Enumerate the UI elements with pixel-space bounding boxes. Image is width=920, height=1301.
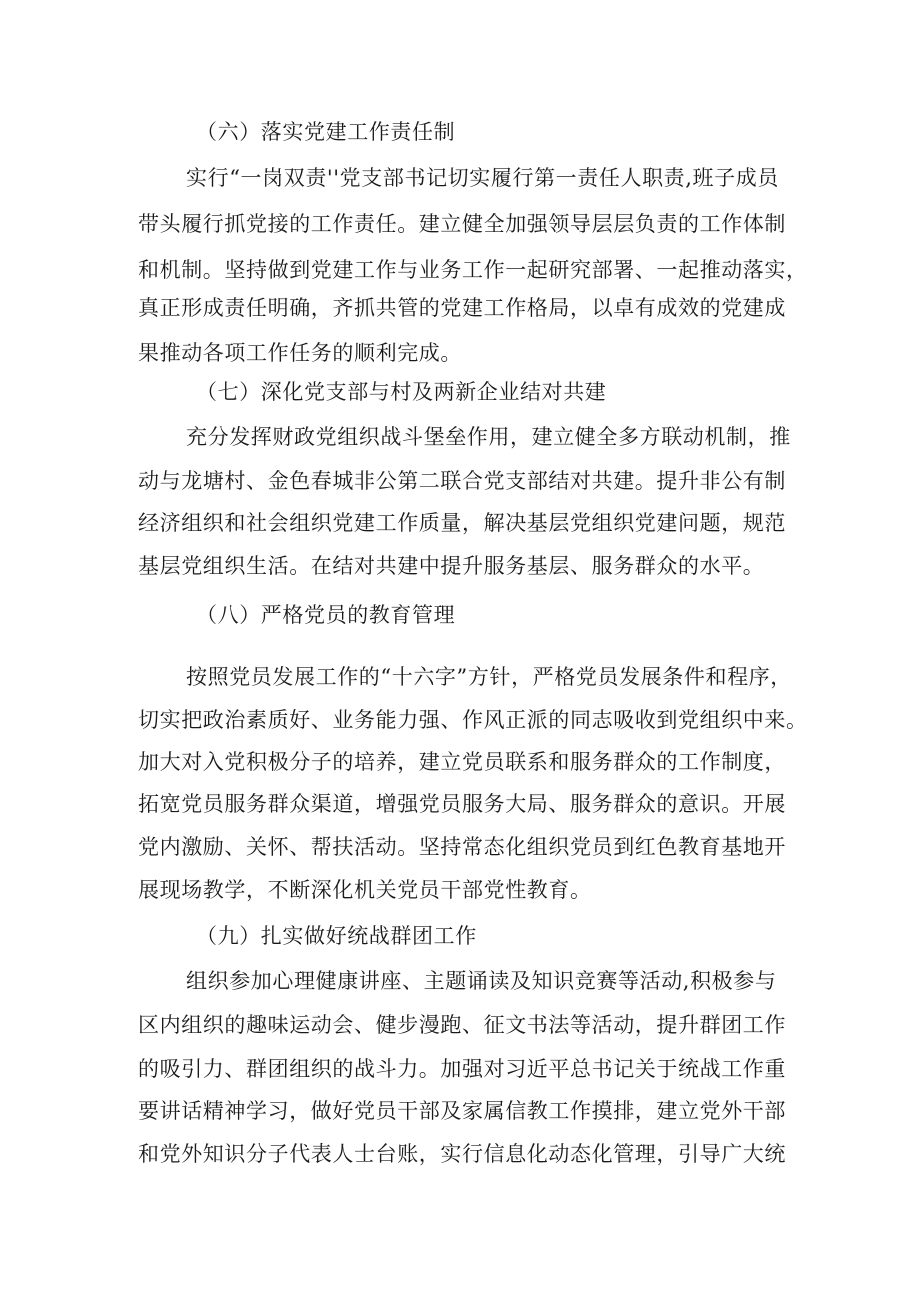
paragraph-line: 和机制。坚持做到党建工作与业务工作一起研究部署、一起推动落实， — [138, 258, 808, 282]
section-heading-8: （八）严格党员的教育管理 — [196, 603, 456, 627]
paragraph-line: 加大对入党积极分子的培养，建立党员联系和服务群众的工作制度， — [138, 750, 786, 774]
paragraph-line: 真正形成责任明确，齐抓共管的党建工作格局，以卓有成效的党建成 — [138, 296, 786, 320]
paragraph-line: 的吸引力、群团组织的战斗力。加强对习近平总书记关于统战工作重 — [138, 1057, 786, 1081]
section-heading-9: （九）扎实做好统战群团工作 — [196, 924, 477, 948]
paragraph-line: 区内组织的趣味运动会、健步漫跑、征文书法等活动，提升群团工作 — [138, 1013, 786, 1037]
section-heading-7: （七）深化党支部与村及两新企业结对共建 — [196, 380, 607, 404]
paragraph-line: 基层党组织生活。在结对共建中提升服务基层、服务群众的水平。 — [138, 554, 765, 578]
paragraph-line: 组织参加心理健康讲座、主题诵读及知识竞赛等活动,积极参与 — [186, 969, 777, 993]
paragraph-line: 带头履行抓党接的工作责任。建立健全加强领导层层负责的工作体制 — [138, 212, 786, 236]
paragraph-line: 果推动各项工作任务的顺利完成。 — [138, 341, 462, 365]
paragraph-line: 切实把政治素质好、业务能力强、作风正派的同志吸收到党组织中来。 — [138, 708, 808, 732]
paragraph-line: 经济组织和社会组织党建工作质量，解决基层党组织党建问题，规范 — [138, 511, 786, 535]
paragraph-line: 和党外知识分子代表人士台账，实行信息化动态化管理，引导广大统 — [138, 1142, 786, 1166]
paragraph-line: 按照党员发展工作的“十六字”方针，严格党员发展条件和程序， — [186, 665, 792, 689]
paragraph-line: 充分发挥财政党组织战斗堡垒作用，建立健全多方联动机制，推 — [186, 425, 791, 449]
section-heading-6: （六）落实党建工作责任制 — [196, 120, 456, 144]
paragraph-line: 拓宽党员服务群众渠道，增强党员服务大局、服务群众的意识。开展 — [138, 792, 786, 816]
paragraph-line: 展现场教学，不断深化机关党员干部党性教育。 — [138, 878, 592, 902]
paragraph-line: 要讲话精神学习，做好党员干部及家属信教工作摸排，建立党外干部 — [138, 1099, 786, 1123]
paragraph-line: 实行“一岗双责''党支部书记切实履行第一责任人职责,班子成员 — [186, 166, 779, 190]
paragraph-line: 党内激励、关怀、帮扶活动。坚持常态化组织党员到红色教育基地开 — [138, 835, 786, 859]
paragraph-line: 动与龙塘村、金色春城非公第二联合党支部结对共建。提升非公有制 — [138, 469, 786, 493]
